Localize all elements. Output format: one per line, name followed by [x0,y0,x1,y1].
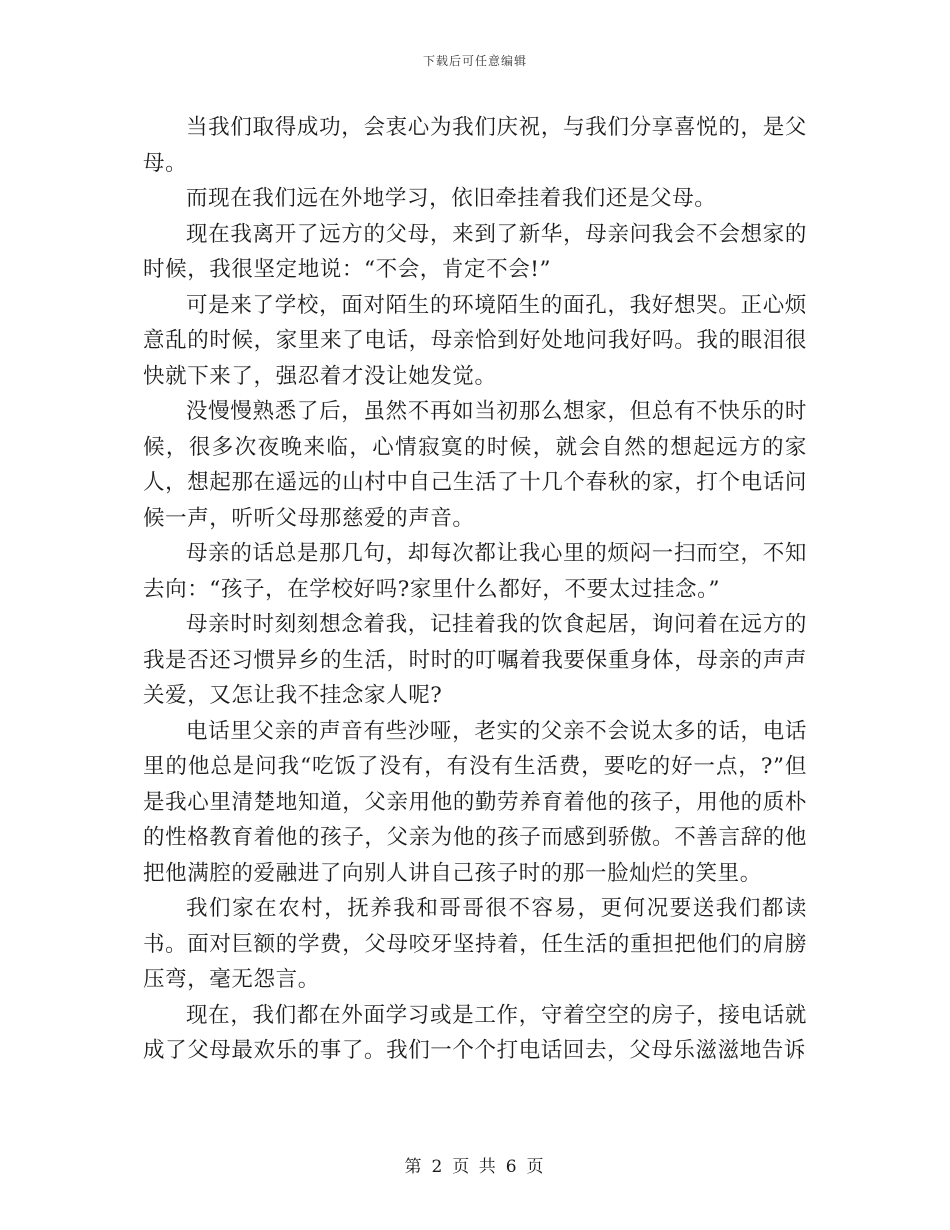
paragraph: 电话里父亲的声音有些沙哑，老实的父亲不会说太多的话，电话里的他总是问我“吃饭了没有，有没有生活费，要吃的好一点，?”但是我心里清楚地知道，父亲用他的勤劳养育着他的孩子，用他的质朴的性格教育着他的孩子，父亲为他的孩子而感到骄傲。不善言辞的他把他满腔的爱融进了向别人讲自己孩子时的那一脸灿烂的笑里。 [143,718,807,886]
footer-middle: 页 共 [452,1157,498,1177]
footer-prefix: 第 [404,1157,424,1177]
document-body [143,110,807,1069]
paragraph: 现在，我们都在外面学习或是工作，守着空空的房子，接电话就成了父母最欢乐的事了。我们一个个打电话回去，父母乐滋滋地告诉 [143,1002,807,1063]
page-footer [0,1152,950,1177]
paragraph: 我们家在农村，抚养我和哥哥很不容易，更何况要送我们都读书。面对巨额的学费，父母咬牙坚持着，任生活的重担把他们的肩膀压弯，毫无怨言。 [143,896,807,992]
page-header: 下载后可任意编辑 [422,54,527,68]
footer-suffix: 页 [526,1157,546,1177]
paragraph: 当我们取得成功，会衷心为我们庆祝，与我们分享喜悦的，是父母。 [143,115,807,176]
footer-total-pages: 6 [505,1157,519,1177]
paragraph: 而现在我们远在外地学习，依旧牵挂着我们还是父母。 [186,186,717,211]
paragraph: 没慢慢熟悉了后，虽然不再如当初那么想家，但总有不快乐的时候，很多次夜晚来临，心情寂寞的时候，就会自然的想起远方的家人，想起那在遥远的山村中自己生活了十几个春秋的家，打个电话问候一声，听听父母那慈爱的声音。 [143,399,807,531]
paragraph: 现在我离开了远方的父母，来到了新华，母亲问我会不会想家的时候，我很坚定地说：“不会，肯定不会!” [143,221,807,282]
footer-page-number: 2 [431,1157,445,1177]
paragraph: 母亲的话总是那几句，却每次都让我心里的烦闷一扫而空，不知去向：“孩子，在学校好吗?家里什么都好，不要太过挂念。” [143,541,807,602]
paragraph: 母亲时时刻刻想念着我，记挂着我的饮食起居，询问着在远方的我是否还习惯异乡的生活，时时的叮嘱着我要保重身体，母亲的声声关爱，又怎让我不挂念家人呢? [143,612,807,708]
paragraph: 可是来了学校，面对陌生的环境陌生的面孔，我好想哭。正心烦意乱的时候，家里来了电话，母亲恰到好处地问我好吗。我的眼泪很快就下来了，强忍着才没让她发觉。 [143,292,807,389]
